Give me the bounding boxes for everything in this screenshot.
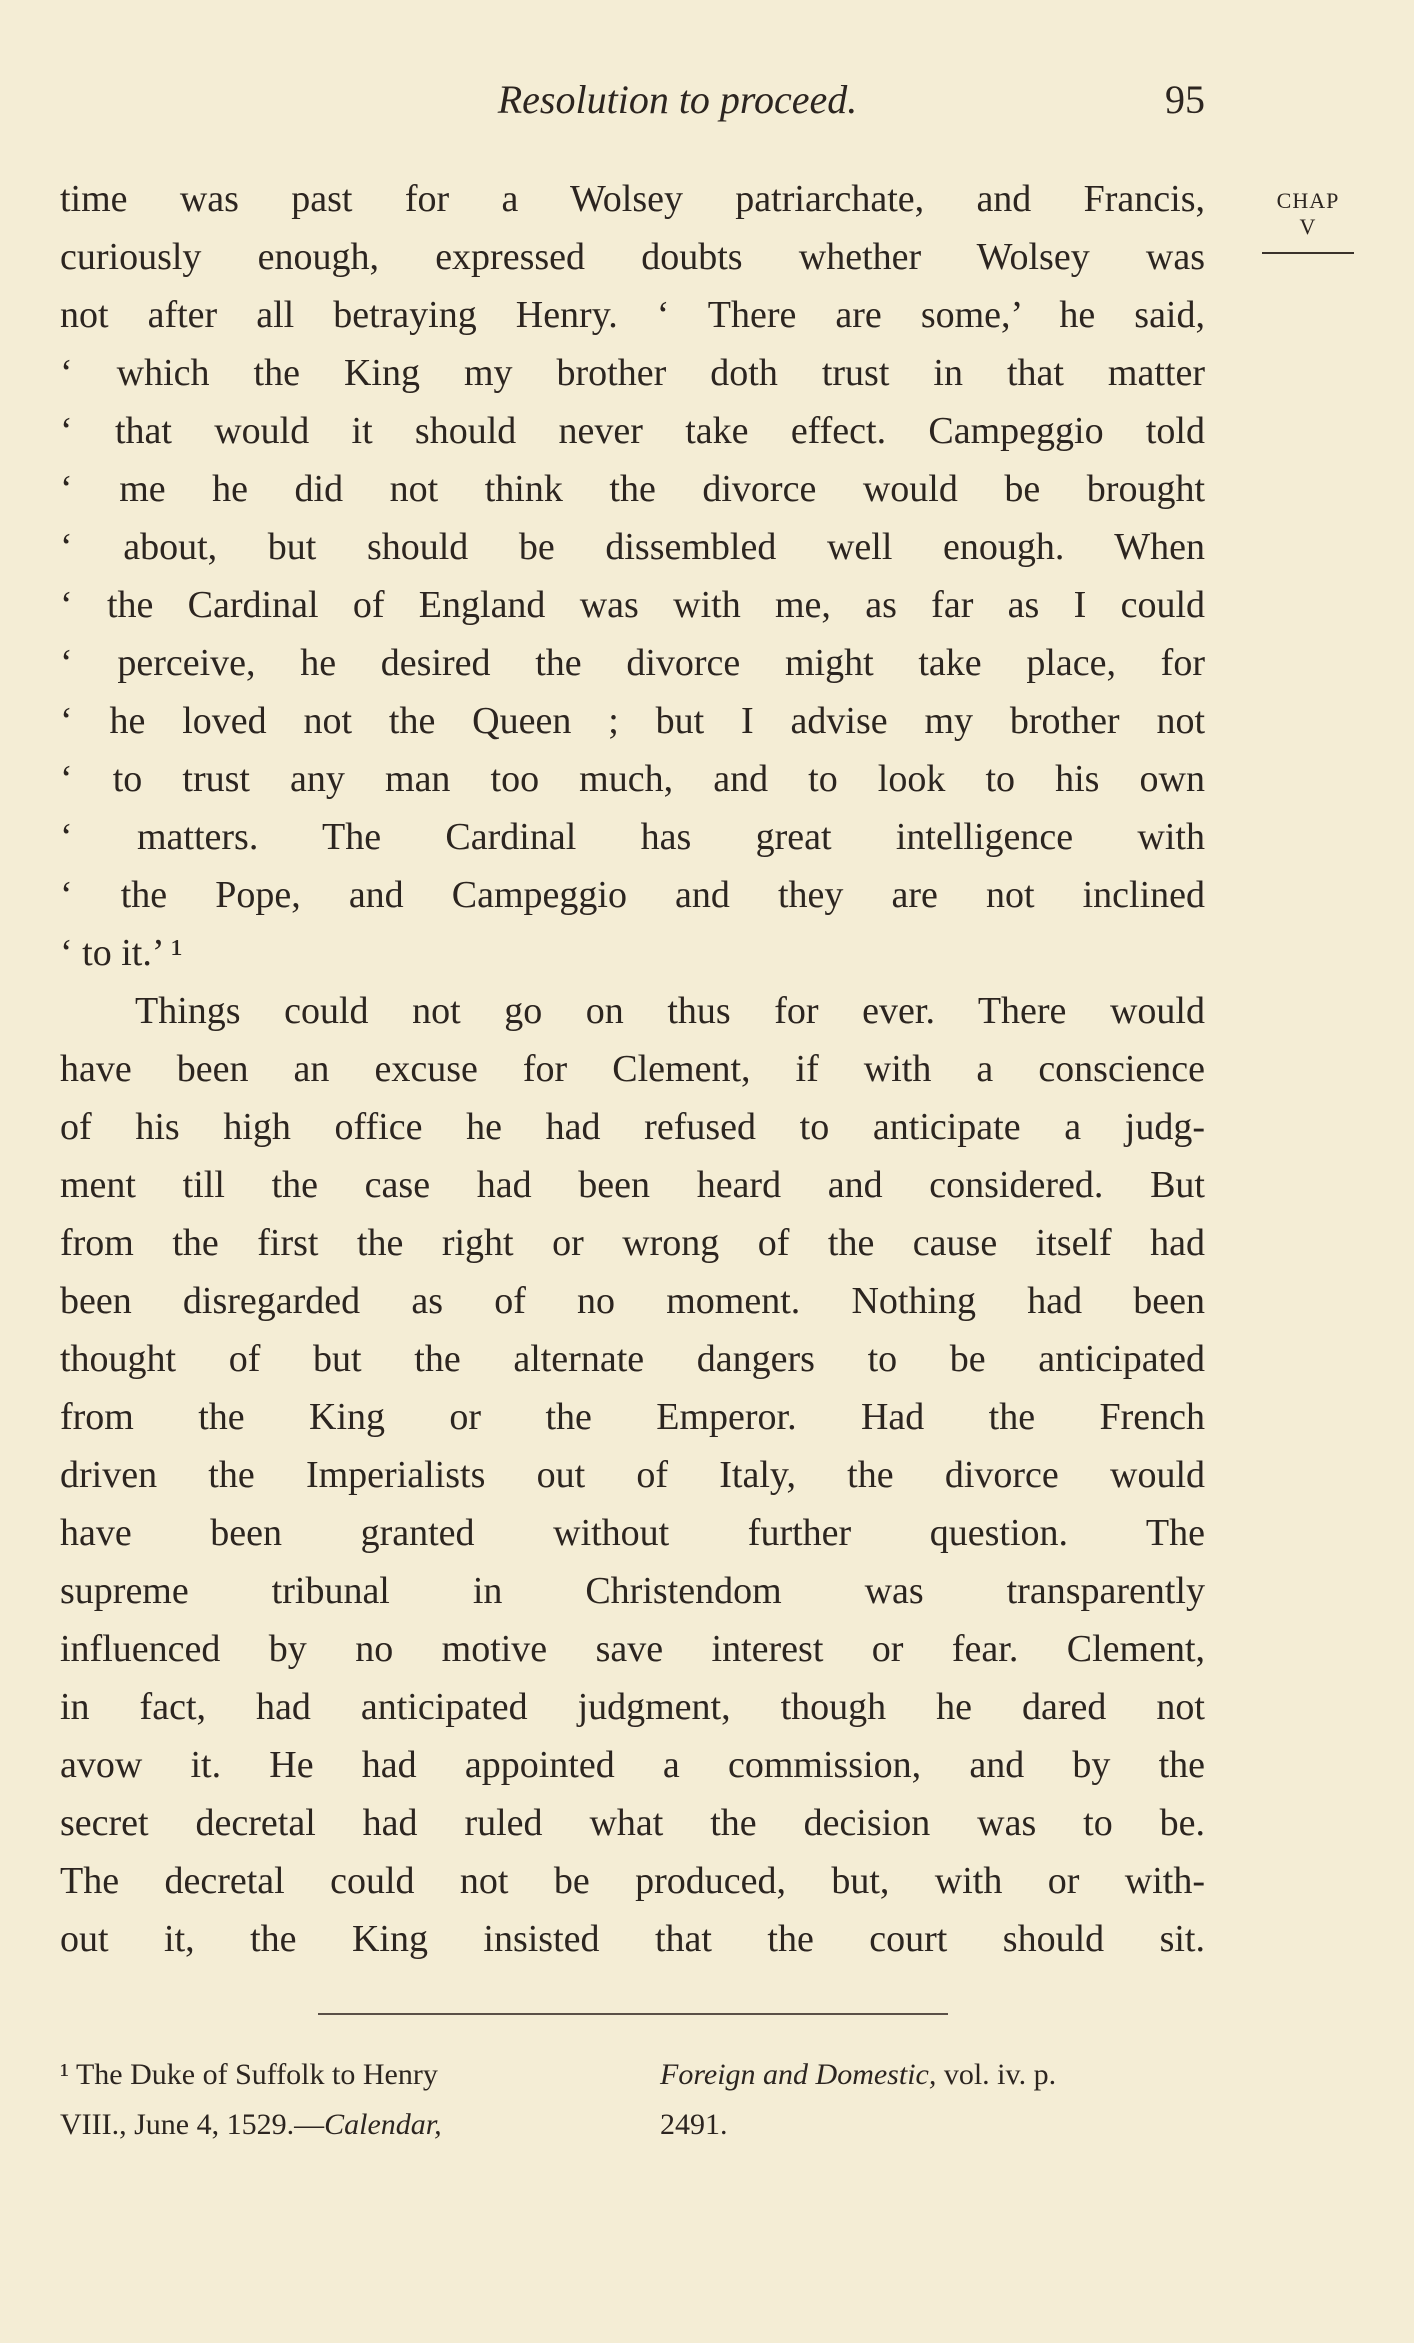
text-line: ‘ the Pope, and Campeggio and they are not inclined xyxy=(60,874,1205,916)
text-line: in fact, had anticipated judgment, though he dared not xyxy=(60,1686,1205,1728)
text-line: ‘ the Cardinal of England was with me, as far as I could xyxy=(60,584,1205,626)
footnote-line xyxy=(60,2100,620,2150)
text-line: from the first the right or wrong of the cause itself had xyxy=(60,1222,1205,1264)
text-line: supreme tribunal in Christendom was transparently xyxy=(60,1570,1205,1612)
margin-chapter-note xyxy=(1262,188,1354,254)
text-line: ment till the case had been heard and considered. But xyxy=(60,1164,1205,1206)
text-line: out it, the King insisted that the court should sit. xyxy=(60,1918,1205,1960)
text-line: not after all betraying Henry. ‘ There are some,’ he said, xyxy=(60,294,1205,336)
text-line: curiously enough, expressed doubts whether Wolsey was xyxy=(60,236,1205,278)
text-line: have been an excuse for Clement, if with a conscience xyxy=(60,1048,1205,1090)
text-line: ‘ matters. The Cardinal has great intelligence with xyxy=(60,816,1205,858)
footnote-text: vol. iv. p. xyxy=(936,2058,1057,2091)
footnote-italic-text: Foreign and Domestic, xyxy=(660,2058,937,2091)
text-line: thought of but the alternate dangers to be anticipated xyxy=(60,1338,1205,1380)
text-line: ‘ to it.’ ¹ xyxy=(60,932,183,974)
text-line: avow it. He had appointed a commission, and by the xyxy=(60,1744,1205,1786)
footnote-line: ¹ The Duke of Suffolk to Henry xyxy=(60,2058,438,2091)
text-line: from the King or the Emperor. Had the French xyxy=(60,1396,1205,1438)
footnote-left-column xyxy=(60,2050,620,2150)
text-line: ‘ that would it should never take effect. Campeggio told xyxy=(60,410,1205,452)
margin-rule xyxy=(1262,252,1354,254)
text-line: ‘ me he did not think the divorce would be brought xyxy=(60,468,1205,510)
margin-chap-number: V xyxy=(1299,214,1317,239)
body-text xyxy=(60,170,1205,1968)
footnote-italic-text: Calendar, xyxy=(324,2108,442,2141)
text-line: been disregarded as of no moment. Nothing had been xyxy=(60,1280,1205,1322)
text-line: The decretal could not be produced, but, with or with- xyxy=(60,1860,1205,1902)
footnote-rule xyxy=(318,2013,948,2015)
footnote-line: 2491. xyxy=(660,2108,728,2141)
text-line: secret decretal had ruled what the decision was to be. xyxy=(60,1802,1205,1844)
paragraph-start-line: Things could not go on thus for ever. There would xyxy=(135,990,1205,1032)
running-title: Resolution to proceed. xyxy=(497,77,858,122)
text-line: ‘ perceive, he desired the divorce might take place, for xyxy=(60,642,1205,684)
page-number: 95 xyxy=(1165,77,1205,122)
text-line: driven the Imperialists out of Italy, the divorce would xyxy=(60,1454,1205,1496)
text-line: have been granted without further question. The xyxy=(60,1512,1205,1554)
running-head xyxy=(60,70,1205,130)
text-line: time was past for a Wolsey patriarchate, and Francis, xyxy=(60,178,1205,220)
footnote-text: VIII., June 4, 1529.— xyxy=(60,2108,325,2141)
text-line: ‘ to trust any man too much, and to look to his own xyxy=(60,758,1205,800)
text-line: of his high office he had refused to anticipate a judg- xyxy=(60,1106,1205,1148)
text-line: influenced by no motive save interest or fear. Clement, xyxy=(60,1628,1205,1670)
footnote-line xyxy=(660,2050,1205,2100)
text-line: ‘ which the King my brother doth trust in that matter xyxy=(60,352,1205,394)
footnote-right-column xyxy=(660,2050,1205,2150)
text-line: ‘ he loved not the Queen ; but I advise my brother not xyxy=(60,700,1205,742)
margin-chap-label: CHAP xyxy=(1276,188,1340,213)
text-line: ‘ about, but should be dissembled well enough. When xyxy=(60,526,1205,568)
